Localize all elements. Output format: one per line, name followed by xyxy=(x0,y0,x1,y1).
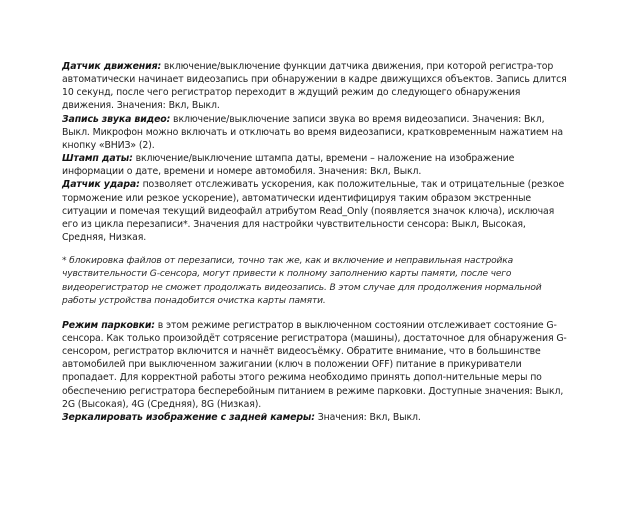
date-stamp-paragraph xyxy=(62,152,567,178)
footnote: * блокировка файлов от перезаписи, точно так же, как и включение и неправильная настройка чувствительности G-сенсора, могут привести к полному заполнению карты памяти, после чего видеорегистратор не сможет продолжать видеозапись. В этом случае для продолжения нормальной работы устройства понадобится очистка карты памяти. xyxy=(62,256,542,306)
audio-recording-paragraph xyxy=(62,113,567,152)
manual-page xyxy=(62,60,567,424)
shock-sensor-paragraph xyxy=(62,178,567,244)
parking-mode-term: Режим парковки: xyxy=(62,319,155,331)
mirror-rear-camera-paragraph xyxy=(62,411,567,424)
date-stamp-term: Штамп даты: xyxy=(62,153,133,165)
shock-sensor-description: позволяет отслеживать ускорения, как положительные, так и отрицательные (резкое торможение или резкое ускорение), автоматически идентифицируя таким образом экстренные ситуации и помечая текущий видеофайл атрибутом Read_Only (появляется значок ключа), исключая его из цикла перезаписи*. Значения для настройки чувствительности сенсора: Выкл, Высокая, Средняя, Низкая. xyxy=(62,179,565,244)
mirror-rear-camera-term: Зеркалировать изображение с задней камеры: xyxy=(62,411,315,423)
motion-sensor-paragraph xyxy=(62,60,567,113)
audio-recording-term: Запись звука видео: xyxy=(62,113,171,125)
shock-sensor-term: Датчик удара: xyxy=(62,179,140,191)
mirror-rear-camera-description: Значения: Вкл, Выкл. xyxy=(314,411,421,423)
motion-sensor-term: Датчик движения: xyxy=(62,61,162,72)
date-stamp-description: включение/выключение штампа даты, времени – наложение на изображение информации о дате, времени и номере автомобиля. Значения: Вкл, Выкл. xyxy=(62,153,515,178)
parking-mode-description: в этом режиме регистратор в выключенном состоянии отслеживает состояние G-сенсора. Как только произойдёт сотрясение регистратора (машины), достаточное для обнаружения G-сенсором, регистратор включится и начнёт видеосъёмку. Обратите внимание, что в большинстве автомобилей при выключенном зажигании (ключ в положении OFF) питание в прикуриватели пропадает. Для корректной работы этого режима необходимо принять допол-нительные меры по обеспечению регистратора бесперебойным питанием в режиме парковки. Доступные значения: Выкл, 2G (Высокая), 4G (Средняя), 8G (Низкая). xyxy=(62,319,567,410)
parking-mode-paragraph xyxy=(62,319,567,411)
audio-recording-description: включение/выключение записи звука во время видеозаписи. Значения: Вкл, Выкл. Микрофон можно включать и отключать во время видеозаписи, кратковременным нажатием на кнопку «ВНИЗ» (2). xyxy=(62,113,563,151)
motion-sensor-description: включение/выключение функции датчика движения, при которой регистра-тор автоматически начинает видеозапись при обнаружении в кадре движущихся объектов. Запись длится 10 секунд, после чего регистратор переходит в ждущий режим до следующего обнаружения движения. Значения: Вкл, Выкл. xyxy=(62,61,567,112)
